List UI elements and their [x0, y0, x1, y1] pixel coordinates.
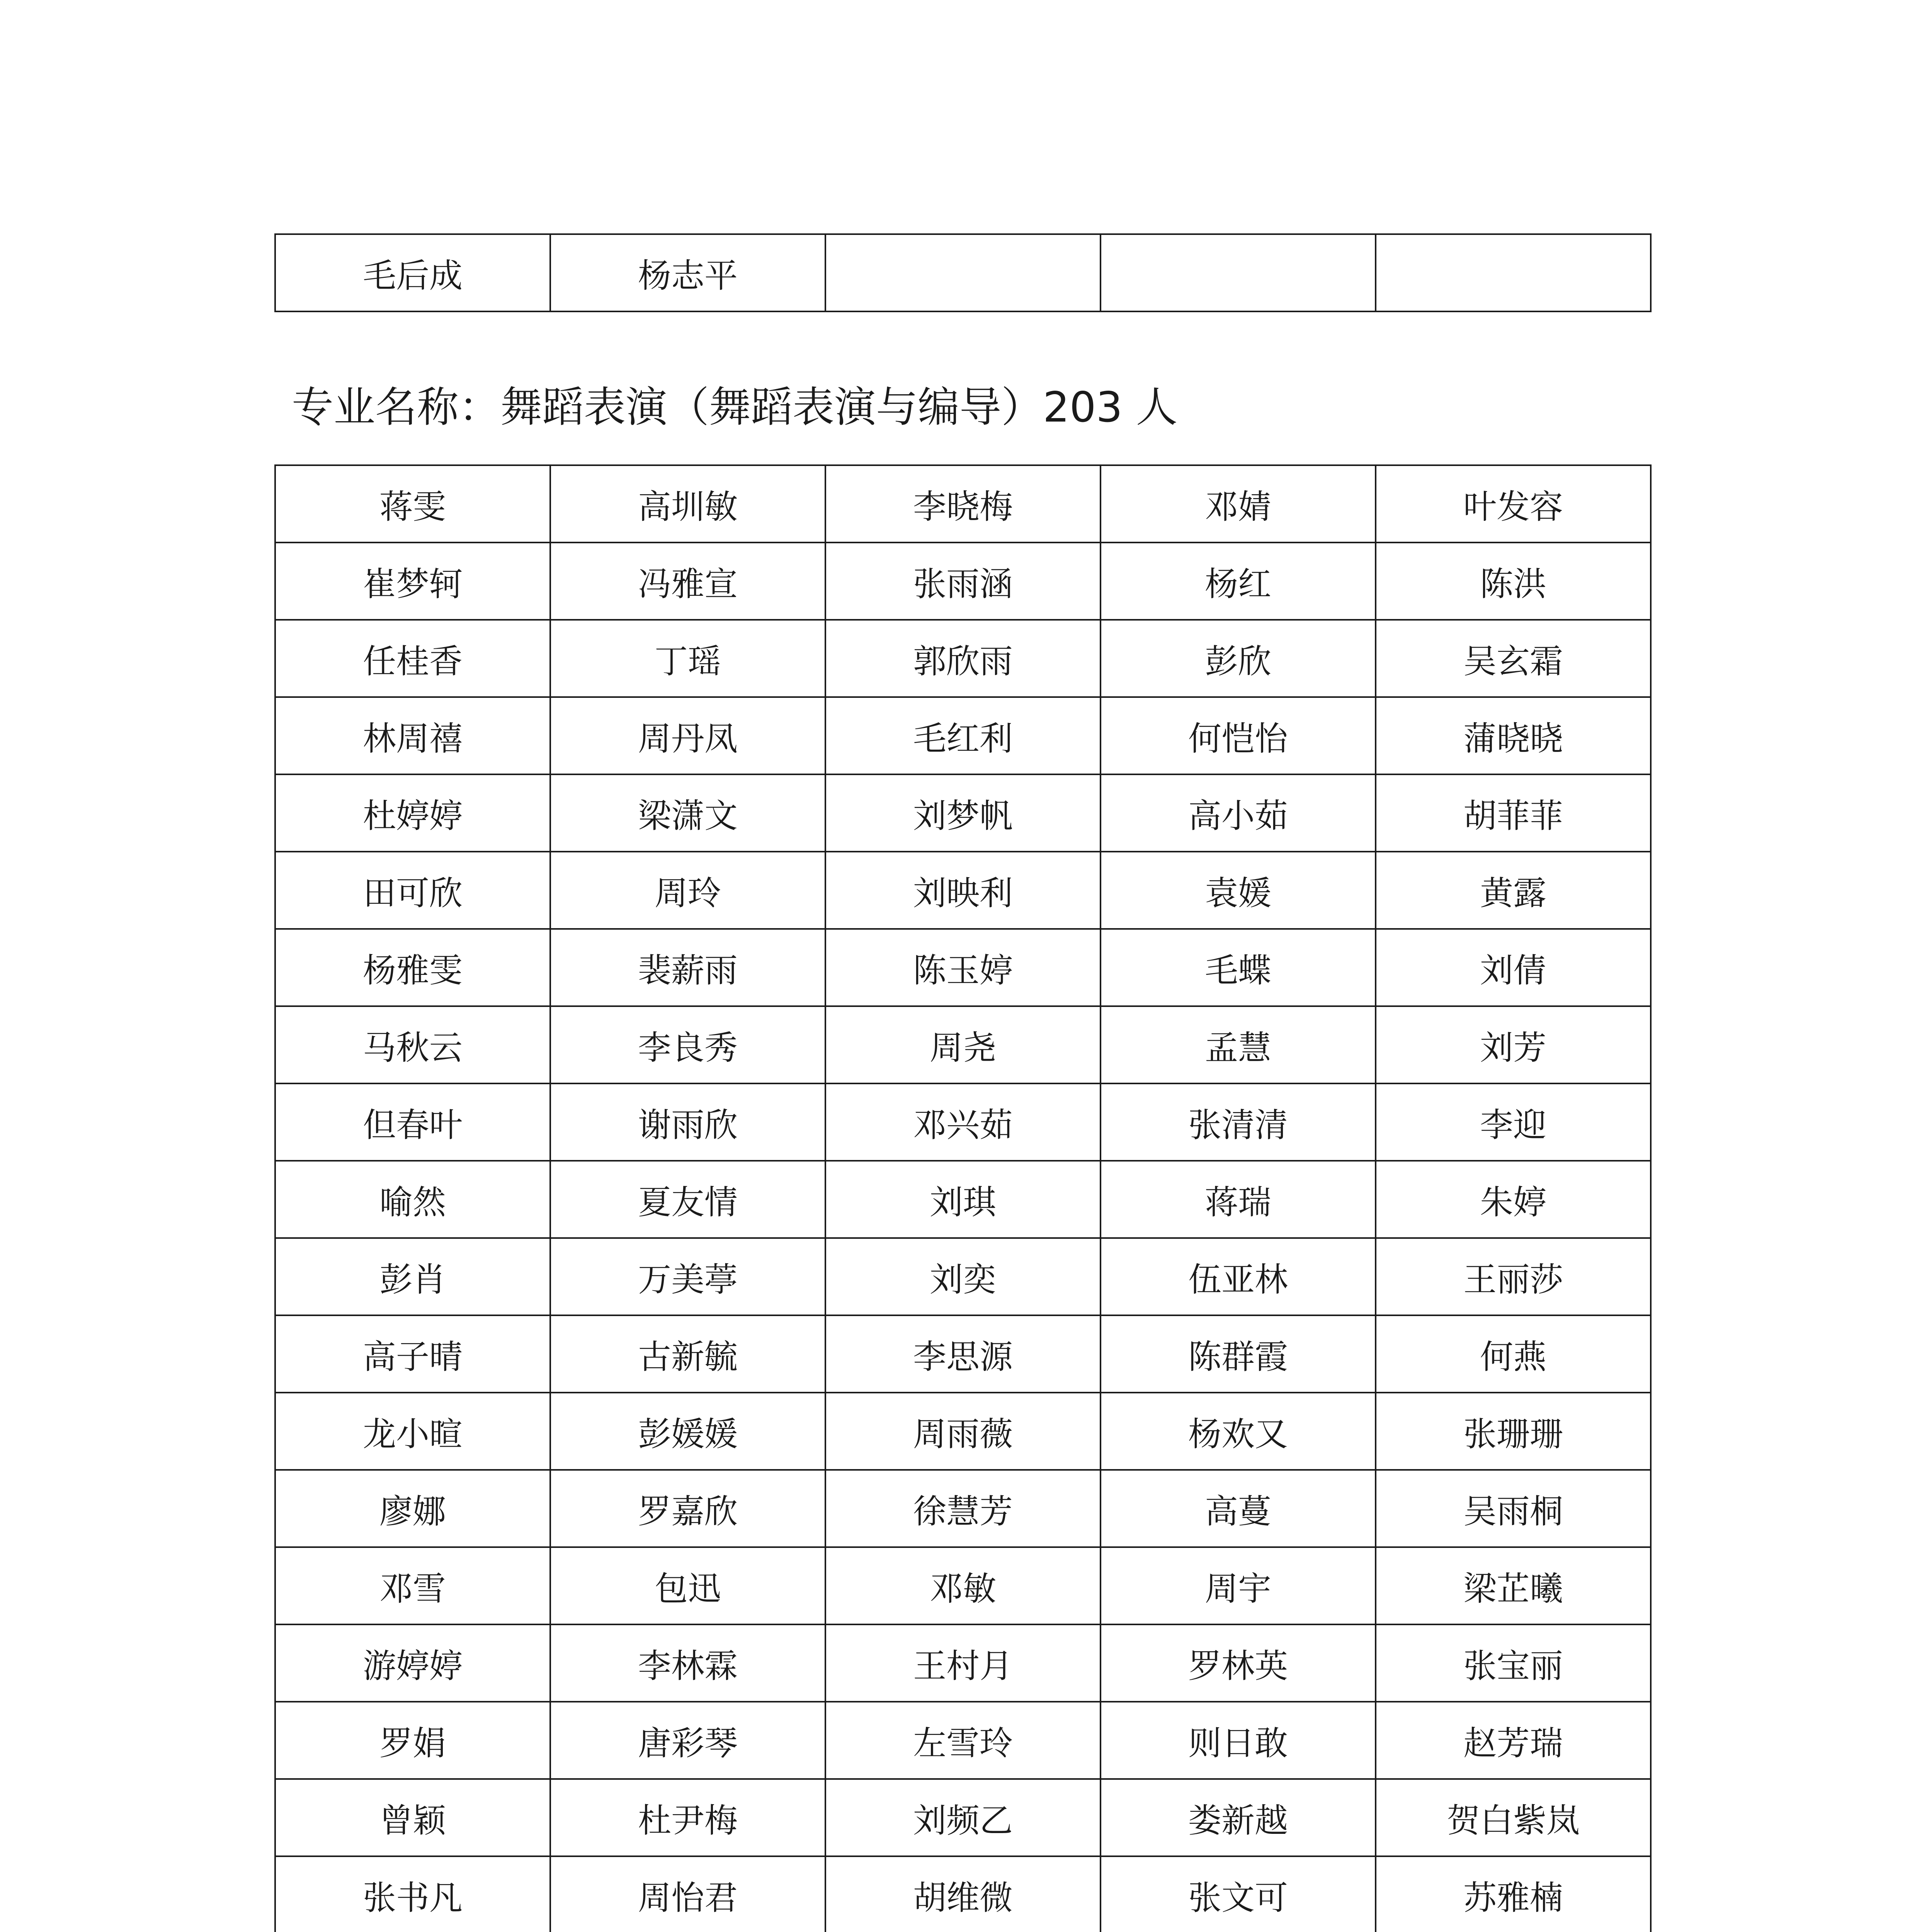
- dance-performance-name-table: [274, 464, 1652, 1932]
- name-cell: 何燕: [1376, 1315, 1651, 1393]
- name-cell: 周怡君: [550, 1856, 825, 1932]
- name-cell: 黄露: [1376, 852, 1651, 929]
- table-row: [275, 620, 1651, 697]
- table-row: [275, 1393, 1651, 1470]
- name-cell: 刘奕: [825, 1238, 1101, 1315]
- name-cell: 高小茹: [1101, 774, 1376, 852]
- name-cell: 刘芳: [1376, 1006, 1651, 1083]
- name-cell: 高圳敏: [550, 465, 825, 543]
- name-cell: 吴玄霜: [1376, 620, 1651, 697]
- name-cell: 毛红利: [825, 697, 1101, 774]
- name-cell: 杜婷婷: [275, 774, 550, 852]
- name-cell: 张宝丽: [1376, 1624, 1651, 1702]
- name-cell: 田可欣: [275, 852, 550, 929]
- name-cell: 杨红: [1101, 543, 1376, 620]
- name-cell: 陈群霞: [1101, 1315, 1376, 1393]
- name-cell: 张书凡: [275, 1856, 550, 1932]
- table-row: [275, 697, 1651, 774]
- name-cell: 吴雨桐: [1376, 1470, 1651, 1547]
- name-cell: 张雨涵: [825, 543, 1101, 620]
- name-cell: 曾颖: [275, 1779, 550, 1856]
- name-cell: 伍亚林: [1101, 1238, 1376, 1315]
- name-cell: 彭媛媛: [550, 1393, 825, 1470]
- name-cell: 孟慧: [1101, 1006, 1376, 1083]
- continued-name-table-body: [275, 234, 1651, 311]
- name-cell: 娄新越: [1101, 1779, 1376, 1856]
- name-cell: 喻然: [275, 1161, 550, 1238]
- table-row: [275, 1624, 1651, 1702]
- name-cell: 刘倩: [1376, 929, 1651, 1006]
- name-cell: 彭肖: [275, 1238, 550, 1315]
- table-row: [275, 1161, 1651, 1238]
- name-cell: 贺白紫岚: [1376, 1779, 1651, 1856]
- name-cell: 古新毓: [550, 1315, 825, 1393]
- dance-performance-name-table-body: [275, 465, 1651, 1932]
- name-cell: 王村月: [825, 1624, 1101, 1702]
- name-cell: 周丹凤: [550, 697, 825, 774]
- name-cell: 罗林英: [1101, 1624, 1376, 1702]
- name-cell: 朱婷: [1376, 1161, 1651, 1238]
- name-cell: 杨雅雯: [275, 929, 550, 1006]
- name-cell: 周尧: [825, 1006, 1101, 1083]
- name-cell: 任桂香: [275, 620, 550, 697]
- name-cell: 林周禧: [275, 697, 550, 774]
- name-cell: 叶发容: [1376, 465, 1651, 543]
- name-cell: 蒲晓晓: [1376, 697, 1651, 774]
- name-cell: 李思源: [825, 1315, 1101, 1393]
- name-cell: 则日敢: [1101, 1702, 1376, 1779]
- name-cell: 王丽莎: [1376, 1238, 1651, 1315]
- table-row: [275, 1315, 1651, 1393]
- name-cell: 梁潇文: [550, 774, 825, 852]
- name-cell: [825, 234, 1101, 311]
- name-cell: 包迅: [550, 1547, 825, 1624]
- name-cell: 陈玉婷: [825, 929, 1101, 1006]
- name-cell: 李林霖: [550, 1624, 825, 1702]
- table-row: [275, 1702, 1651, 1779]
- table-row: [275, 234, 1651, 311]
- table-row: [275, 1083, 1651, 1161]
- name-cell: 蒋雯: [275, 465, 550, 543]
- name-cell: [1101, 234, 1376, 311]
- name-cell: 袁媛: [1101, 852, 1376, 929]
- name-cell: 但春叶: [275, 1083, 550, 1161]
- table-row: [275, 543, 1651, 620]
- table-row: [275, 1856, 1651, 1932]
- table-row: [275, 929, 1651, 1006]
- name-cell: 夏友情: [550, 1161, 825, 1238]
- name-cell: 丁瑶: [550, 620, 825, 697]
- name-cell: 胡菲菲: [1376, 774, 1651, 852]
- name-cell: 裴薪雨: [550, 929, 825, 1006]
- name-cell: 杨志平: [550, 234, 825, 311]
- name-cell: 周玲: [550, 852, 825, 929]
- name-cell: 刘琪: [825, 1161, 1101, 1238]
- name-cell: 罗嘉欣: [550, 1470, 825, 1547]
- table-row: [275, 1470, 1651, 1547]
- name-cell: 唐彩琴: [550, 1702, 825, 1779]
- name-cell: 邓敏: [825, 1547, 1101, 1624]
- name-cell: 何恺怡: [1101, 697, 1376, 774]
- name-cell: 苏雅楠: [1376, 1856, 1651, 1932]
- table-row: [275, 465, 1651, 543]
- name-cell: 马秋云: [275, 1006, 550, 1083]
- major-heading: 专业名称：舞蹈表演（舞蹈表演与编导）203 人: [292, 383, 1178, 432]
- name-cell: 张文可: [1101, 1856, 1376, 1932]
- name-cell: 邓雪: [275, 1547, 550, 1624]
- name-cell: 胡维微: [825, 1856, 1101, 1932]
- table-row: [275, 1238, 1651, 1315]
- name-cell: 李良秀: [550, 1006, 825, 1083]
- table-row: [275, 1547, 1651, 1624]
- name-cell: 杨欢又: [1101, 1393, 1376, 1470]
- table-row: [275, 1006, 1651, 1083]
- name-cell: 高蔓: [1101, 1470, 1376, 1547]
- table-row: [275, 852, 1651, 929]
- name-cell: 毛蝶: [1101, 929, 1376, 1006]
- name-cell: 杜尹梅: [550, 1779, 825, 1856]
- name-cell: [1376, 234, 1651, 311]
- name-cell: 谢雨欣: [550, 1083, 825, 1161]
- name-cell: 罗娟: [275, 1702, 550, 1779]
- name-cell: 周宇: [1101, 1547, 1376, 1624]
- name-cell: 彭欣: [1101, 620, 1376, 697]
- name-cell: 游婷婷: [275, 1624, 550, 1702]
- table-row: [275, 774, 1651, 852]
- name-cell: 赵芳瑞: [1376, 1702, 1651, 1779]
- table-row: [275, 1779, 1651, 1856]
- name-cell: 李迎: [1376, 1083, 1651, 1161]
- name-cell: 刘梦帆: [825, 774, 1101, 852]
- name-cell: 张清清: [1101, 1083, 1376, 1161]
- name-cell: 崔梦轲: [275, 543, 550, 620]
- name-cell: 刘频乙: [825, 1779, 1101, 1856]
- name-cell: 郭欣雨: [825, 620, 1101, 697]
- name-cell: 徐慧芳: [825, 1470, 1101, 1547]
- name-cell: 蒋瑞: [1101, 1161, 1376, 1238]
- name-cell: 左雪玲: [825, 1702, 1101, 1779]
- name-cell: 李晓梅: [825, 465, 1101, 543]
- name-cell: 毛后成: [275, 234, 550, 311]
- name-cell: 陈洪: [1376, 543, 1651, 620]
- name-cell: 龙小暄: [275, 1393, 550, 1470]
- name-cell: 冯雅宣: [550, 543, 825, 620]
- name-cell: 刘映利: [825, 852, 1101, 929]
- name-cell: 邓兴茹: [825, 1083, 1101, 1161]
- name-cell: 梁芷曦: [1376, 1547, 1651, 1624]
- continued-name-table: [274, 233, 1652, 312]
- name-cell: 张珊珊: [1376, 1393, 1651, 1470]
- name-cell: 高子晴: [275, 1315, 550, 1393]
- name-cell: 周雨薇: [825, 1393, 1101, 1470]
- name-cell: 邓婧: [1101, 465, 1376, 543]
- name-cell: 廖娜: [275, 1470, 550, 1547]
- name-cell: 万美葶: [550, 1238, 825, 1315]
